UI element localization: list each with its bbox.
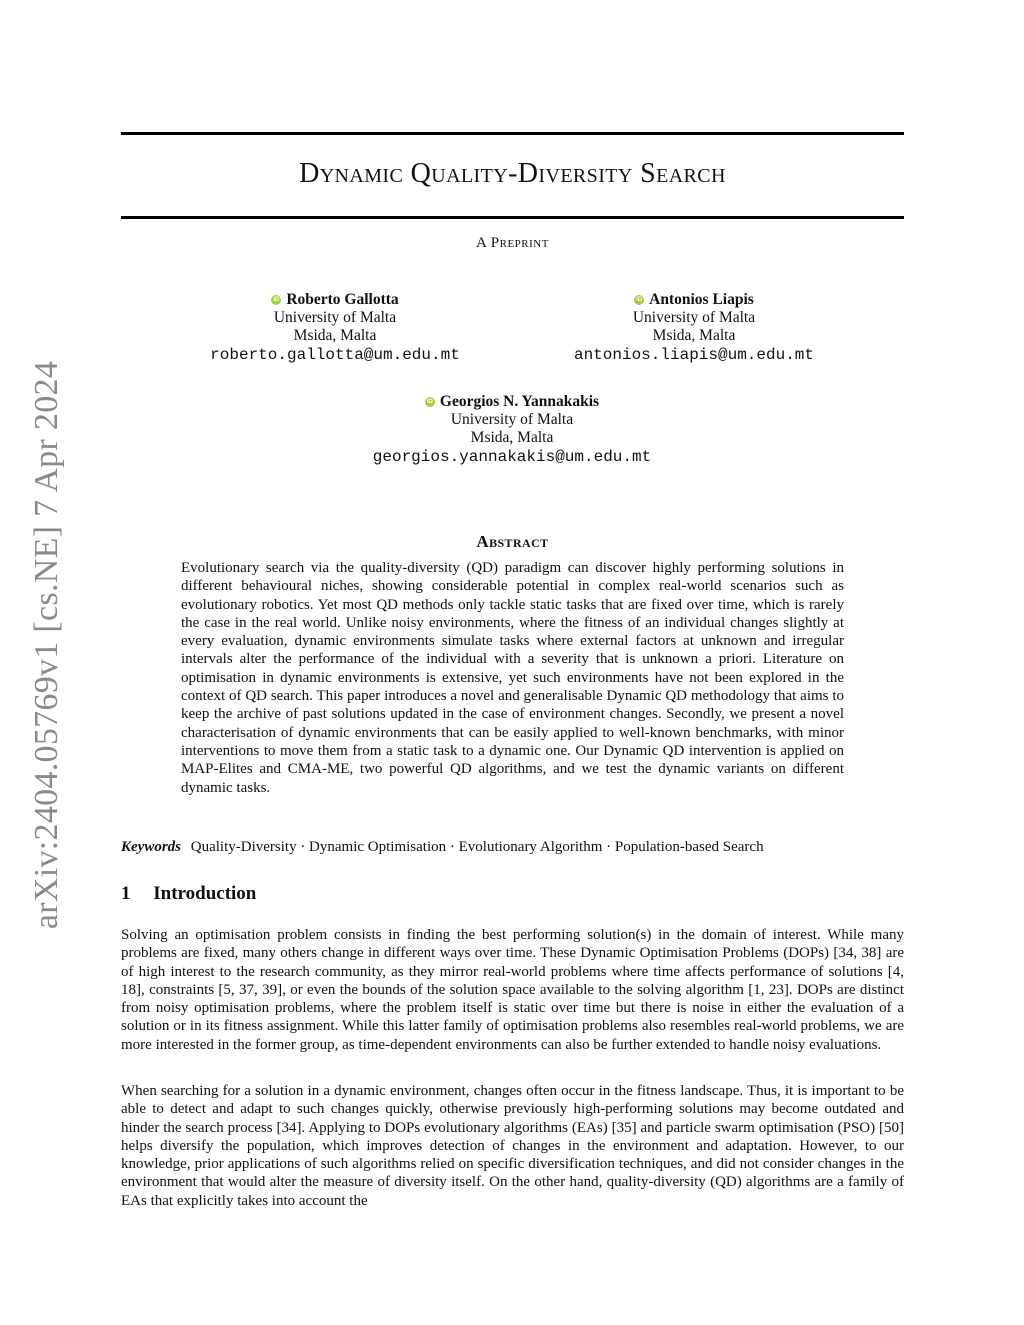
arxiv-identifier-text: arXiv:2404.05769v1 [cs.NE] 7 Apr 2024 (28, 360, 65, 930)
author-block (165, 291, 505, 364)
orcid-icon[interactable]: iD (636, 297, 643, 303)
author-affiliation: University of Malta (273, 309, 397, 326)
author-location: Msida, Malta (470, 429, 554, 446)
author-affiliation: University of Malta (450, 411, 574, 428)
section-title: Introduction (153, 883, 257, 904)
keywords-list: Quality-Diversity · Dynamic Optimisation · Evolutionary Algorithm · Population-based Search (190, 839, 764, 855)
body-paragraph: Solving an optimisation problem consists in finding the best performing solution(s) in the domain of interest. While many problems are fixed, many others change in different ways over time. These Dynamic Optimisation Problems (DOPs) [34, 38] are of high interest to the research community, as they mirror real-world problems where time affects performance of solutions [4, 18], constraints [5, 37, 39], or even the bounds of the solution space available to the solving algorithm [1, 23]. DOPs are distinct from noisy optimisation problems, where the problem itself is static over time but there is noise in either the evaluation of a solution or in its fitness assignment. While this latter family of optimisation problems also resembles real-world problems, we are more interested in the former group, as time-dependent environments can also be further extended to handle noisy evaluations. (121, 927, 904, 1053)
section-heading (121, 883, 256, 905)
author-email[interactable]: roberto.gallotta@um.edu.mt (210, 346, 460, 364)
author-block (524, 291, 864, 364)
author-email[interactable]: georgios.yannakakis@um.edu.mt (372, 448, 652, 466)
keywords-line (121, 838, 904, 856)
abstract-heading: Abstract (476, 532, 549, 551)
author-affiliation: University of Malta (632, 309, 756, 326)
orcid-icon[interactable]: iD (273, 297, 280, 303)
preprint-label: A Preprint (476, 235, 549, 251)
abstract-text: Evolutionary search via the quality-diversity (QD) paradigm can discover highly performing solutions in different behavioural niches, showing considerable potential in complex real-world scenarios such as evolutionary robotics. Yet most QD methods only tackle static tasks that are fixed over time, which is rarely the case in the real world. Unlike noisy environments, where the fitness of an individual changes slightly at every evaluation, dynamic environments simulate tasks where external factors at unknown and irregular intervals alter the performance of the individual with a severity that is unknown a priori. Literature on optimisation in dynamic environments is extensive, yet such environments have not been explored in the context of QD search. This paper introduces a novel and generalisable Dynamic QD methodology that aims to keep the archive of past solutions updated in the case of environment changes. Secondly, we present a novel characterisation of dynamic environments that can be easily applied to well-known benchmarks, with minor interventions to move them from a static task to a dynamic one. Our Dynamic QD intervention is applied on MAP-Elites and CMA-ME, two powerful QD algorithms, and we test the dynamic variants on different dynamic tasks. (181, 560, 844, 796)
section-number: 1 (121, 883, 131, 904)
author-name: Roberto Gallotta (286, 291, 399, 308)
author-name: Antonios Liapis (649, 291, 754, 308)
author-location: Msida, Malta (293, 327, 377, 344)
keywords-label: Keywords (121, 839, 181, 855)
author-location: Msida, Malta (652, 327, 736, 344)
body-paragraph: When searching for a solution in a dynamic environment, changes often occur in the fitness landscape. Thus, it is important to be able to detect and adapt to such changes quickly, otherwise previously high-performing solutions may become outdated and hinder the search process [34]. Applying to DOPs evolutionary algorithms (EAs) [35] and particle swarm optimisation (PSO) [50] helps diversify the population, which improves detection of changes in the environment and adaptation. However, to our knowledge, prior applications of such algorithms relied on specific diversification techniques, and did not consider changes in the environment that would alter the measure of diversity itself. On the other hand, quality-diversity (QD) algorithms are a family of EAs that explicitly takes into account the (121, 1083, 904, 1209)
author-name: Georgios N. Yannakakis (439, 393, 600, 410)
orcid-icon[interactable]: iD (426, 399, 433, 405)
author-email[interactable]: antonios.liapis@um.edu.mt (573, 346, 815, 364)
title-top-rule (121, 132, 904, 135)
author-block (342, 393, 682, 466)
paper-title: Dynamic Quality-Diversity Search (299, 158, 726, 189)
arxiv-identifier (22, 360, 72, 930)
title-bottom-rule (121, 216, 904, 219)
